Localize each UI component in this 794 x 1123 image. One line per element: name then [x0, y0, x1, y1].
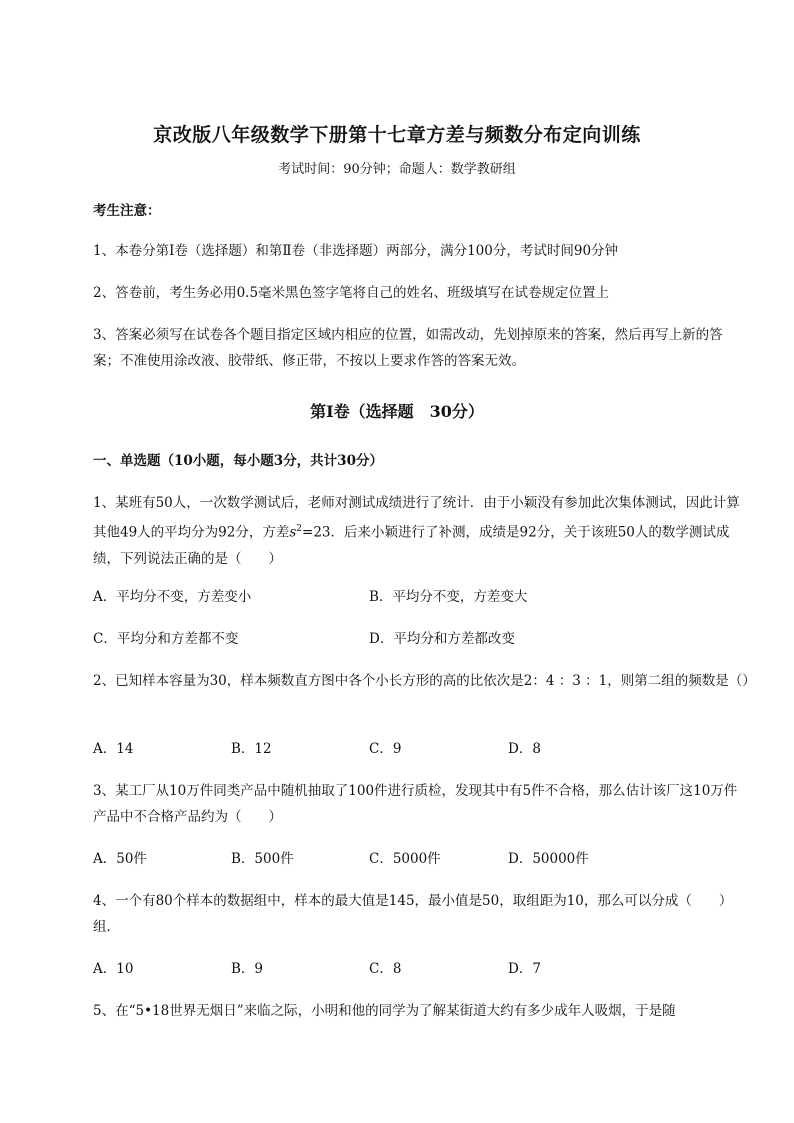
question-4: 4、一个有80个样本的数据组中，样本的最大值是145，最小值是50，取组距为10，那么可以分成（ ）组．	[93, 893, 733, 935]
exam-title: 京改版八年级数学下册第十七章方差与频数分布定向训练	[153, 124, 641, 146]
question-3-options	[93, 847, 749, 871]
option-c[interactable]: C．8	[369, 961, 402, 977]
question-5: 5、在“5•18世界无烟日”来临之际，小明和他的同学为了解某街道大约有多少成年人吸烟，于是随	[93, 1003, 676, 1019]
option-b[interactable]: B．12	[231, 741, 272, 757]
option-b[interactable]: B．平均分不变，方差变大	[369, 589, 528, 605]
question-1	[93, 490, 749, 572]
question-4-options	[93, 957, 749, 981]
question-2: 2、已知样本容量为30，样本频数直方图中各个小长方形的高的比依次是2：4 ：3 ：1，则第二组的频数是（）	[93, 673, 756, 689]
section-heading: 一、单选题（10小题，每小题3分，共计30分）	[93, 453, 383, 469]
option-a[interactable]: A．10	[93, 961, 134, 977]
question-2-options	[93, 737, 749, 761]
question-1-options-row-2	[93, 627, 749, 651]
option-a[interactable]: A．14	[93, 741, 134, 757]
variance-symbol: s	[289, 524, 297, 541]
option-c[interactable]: C．平均分和方差都不变	[93, 631, 239, 647]
question-1-text-a: 1、某班有50人，一次数学测试后，老师对测试成绩进行了统计．由于小颖没有参加此次集体测试，因此计算其他49人的平均分为92分，方差	[93, 495, 740, 541]
option-c[interactable]: C．9	[369, 741, 402, 757]
question-3: 3、某工厂从10万件同类产品中随机抽取了100件进行质检，发现其中有5件不合格，那么估计该厂这10万件产品中不合格产品约为（ ）	[93, 783, 738, 825]
option-a[interactable]: A．50件	[93, 851, 147, 867]
option-d[interactable]: D．50000件	[508, 851, 589, 867]
notice-item-1: 1、本卷分第I卷（选择题）和第Ⅱ卷（非选择题）两部分，满分100分，考试时间90分钟	[93, 243, 619, 259]
option-a[interactable]: A．平均分不变，方差变小	[93, 589, 252, 605]
option-d[interactable]: D．8	[508, 741, 541, 757]
option-b[interactable]: B．500件	[231, 851, 294, 867]
exam-subtitle: 考试时间：90分钟；命题人：数学教研组	[278, 162, 516, 177]
notice-item-2: 2、答卷前，考生务必用0.5毫米黑色签字笔将自己的姓名、班级填写在试卷规定位置上	[93, 285, 610, 301]
part1-title: 第I卷（选择题 30分）	[310, 402, 484, 421]
option-d[interactable]: D．7	[508, 961, 541, 977]
option-d[interactable]: D．平均分和方差都改变	[369, 631, 515, 647]
option-b[interactable]: B．9	[231, 961, 264, 977]
notice-item-3: 3、答案必须写在试卷各个题目指定区域内相应的位置，如需改动，先划掉原来的答案，然后再写上新的答案；不准使用涂改液、胶带纸、修正带，不按以上要求作答的答案无效。	[93, 327, 723, 369]
option-c[interactable]: C．5000件	[369, 851, 441, 867]
question-1-options-row-1	[93, 585, 749, 609]
square-superscript: 2	[296, 524, 303, 534]
notice-heading: 考生注意：	[93, 203, 161, 219]
question-1-text-b: =23．后来小颖进行了补测，成绩是92分，关于该班50人的数学测试成绩，下列说法正确的是（ ）	[93, 524, 730, 567]
